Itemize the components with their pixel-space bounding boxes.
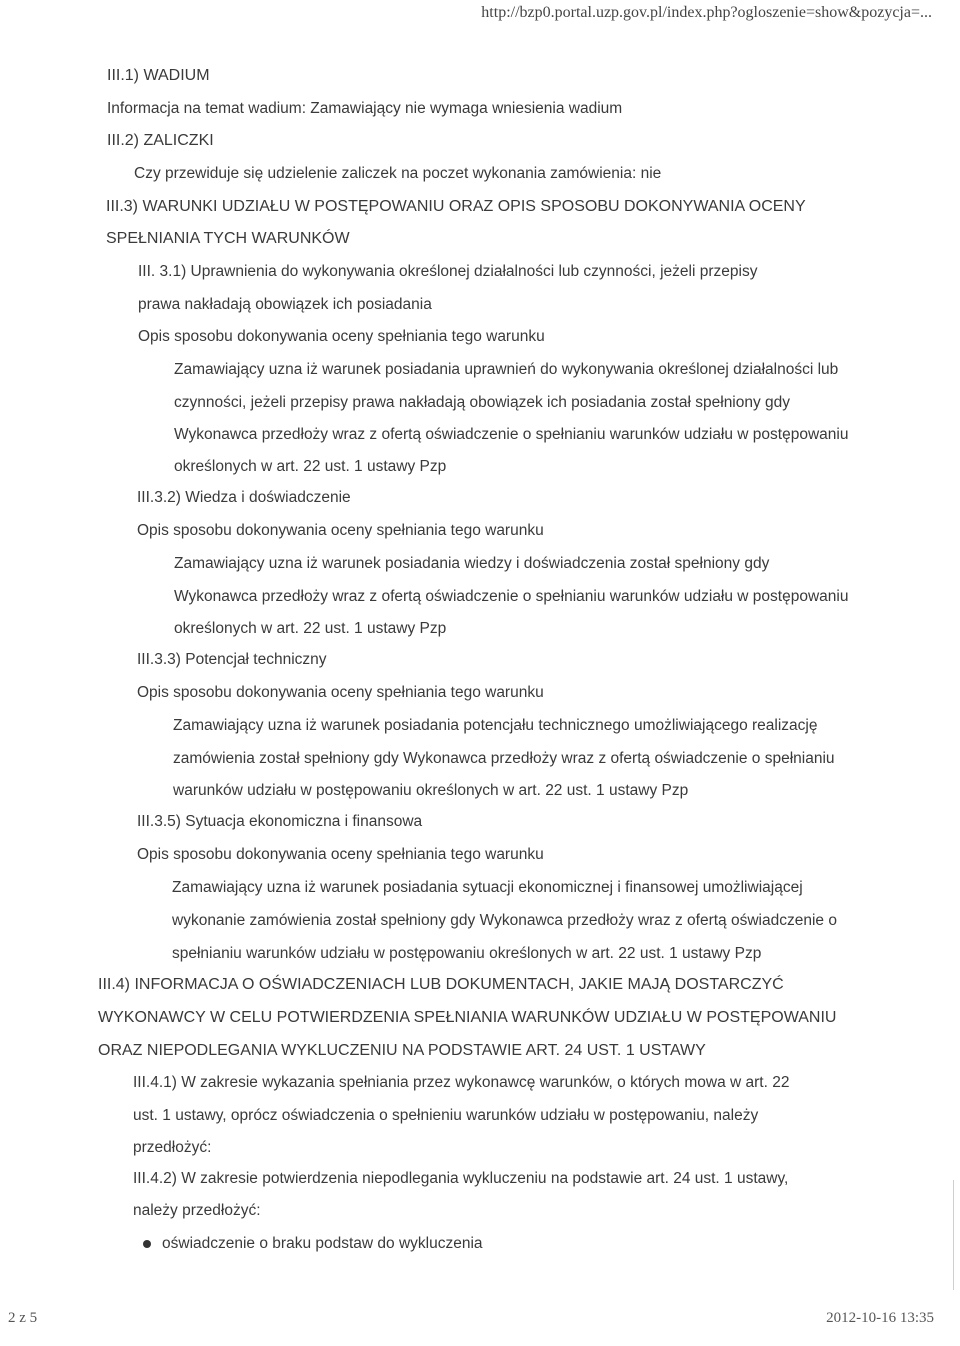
section-warunki-title-2: SPEŁNIANIA TYCH WARUNKÓW [106,230,350,247]
subsection-uprawnienia-title-2: prawa nakładają obowiązek ich posiadania [138,296,432,313]
section-warunki-title-1: III.3) WARUNKI UDZIAŁU W POSTĘPOWANIU ORAZ OPIS SPOSOBU DOKONYWANIA OCENY [106,198,806,215]
potwierdzenie-text-2: należy przedłożyć: [133,1202,261,1219]
page-url: http://bzp0.portal.uzp.gov.pl/index.php?ogloszenie=show&pozycja=... [481,4,932,21]
section-informacja-title-2: WYKONAWCY W CELU POTWIERDZENIA SPEŁNIANIA WARUNKÓW UDZIAŁU W POSTĘPOWANIU [98,1009,837,1026]
potencjal-text-2: zamówienia został spełniony gdy Wykonawca przedłoży wraz z ofertą oświadczenie o spełnianiu [173,750,835,767]
wykazanie-text-2: ust. 1 ustawy, oprócz oświadczenia o spełnieniu warunków udziału w postępowaniu, należy [133,1107,759,1124]
wykazanie-text-3: przedłożyć: [133,1139,212,1156]
print-timestamp: 2012-10-16 13:35 [826,1310,934,1326]
sytuacja-text-2: wykonanie zamówienia został spełniony gdy Wykonawca przedłoży wraz z ofertą oświadczenie o [172,912,837,929]
uprawnienia-text-3: Wykonawca przedłoży wraz z ofertą oświadczenie o spełnianiu warunków udziału w postępowaniu [174,426,849,443]
wykazanie-text-1: III.4.1) W zakresie wykazania spełniania przez wykonawcę warunków, o których mowa w art. 22 [133,1074,790,1091]
scan-edge-line [953,1180,954,1290]
section-informacja-title-3: ORAZ NIEPODLEGANIA WYKLUCZENIU NA PODSTAWIE ART. 24 UST. 1 USTAWY [98,1042,706,1059]
opis-label-1: Opis sposobu dokonywania oceny spełniania tego warunku [138,328,545,345]
wadium-info: Informacja na temat wadium: Zamawiający nie wymaga wniesienia wadium [107,100,623,117]
wiedza-text-1: Zamawiający uzna iż warunek posiadania wiedzy i doświadczenia został spełniony gdy [174,555,770,572]
zaliczki-question: Czy przewiduje się udzielenie zaliczek na poczet wykonania zamówienia: nie [134,165,662,182]
subsection-sytuacja-title: III.3.5) Sytuacja ekonomiczna i finansowa [137,813,423,830]
wiedza-text-3: określonych w art. 22 ust. 1 ustawy Pzp [174,620,447,637]
uprawnienia-text-4: określonych w art. 22 ust. 1 ustawy Pzp [174,458,447,475]
uprawnienia-text-2: czynności, jeżeli przepisy prawa nakładają obowiązek ich posiadania został spełniony gdy [174,394,791,411]
opis-label-2: Opis sposobu dokonywania oceny spełniania tego warunku [137,522,544,539]
wiedza-text-2: Wykonawca przedłoży wraz z ofertą oświadczenie o spełnianiu warunków udziału w postępowaniu [174,588,849,605]
opis-label-4: Opis sposobu dokonywania oceny spełniania tego warunku [137,846,544,863]
potwierdzenie-text-1: III.4.2) W zakresie potwierdzenia niepodlegania wykluczeniu na podstawie art. 24 ust. 1 ustawy, [133,1170,789,1187]
section-wadium-title: III.1) WADIUM [107,67,210,84]
bullet-item-1: oświadczenie o braku podstaw do wykluczenia [162,1235,483,1252]
sytuacja-text-1: Zamawiający uzna iż warunek posiadania sytuacji ekonomicznej i finansowej umożliwiającej [172,879,803,896]
potencjal-text-3: warunków udziału w postępowaniu określonych w art. 22 ust. 1 ustawy Pzp [173,782,689,799]
subsection-wiedza-title: III.3.2) Wiedza i doświadczenie [137,489,351,506]
bullet-icon [143,1240,151,1248]
page-number: 2 z 5 [8,1310,38,1326]
potencjal-text-1: Zamawiający uzna iż warunek posiadania potencjału technicznego umożliwiającego realizację [173,717,818,734]
subsection-potencjal-title: III.3.3) Potencjał techniczny [137,651,327,668]
section-zaliczki-title: III.2) ZALICZKI [107,132,214,149]
subsection-uprawnienia-title-1: III. 3.1) Uprawnienia do wykonywania określonej działalności lub czynności, jeżeli przepisy [138,263,758,280]
section-informacja-title-1: III.4) INFORMACJA O OŚWIADCZENIACH LUB DOKUMENTACH, JAKIE MAJĄ DOSTARCZYĆ [98,976,784,993]
opis-label-3: Opis sposobu dokonywania oceny spełniania tego warunku [137,684,544,701]
uprawnienia-text-1: Zamawiający uzna iż warunek posiadania uprawnień do wykonywania określonej działalności lub [174,361,839,378]
sytuacja-text-3: spełnianiu warunków udziału w postępowaniu określonych w art. 22 ust. 1 ustawy Pzp [172,945,762,962]
